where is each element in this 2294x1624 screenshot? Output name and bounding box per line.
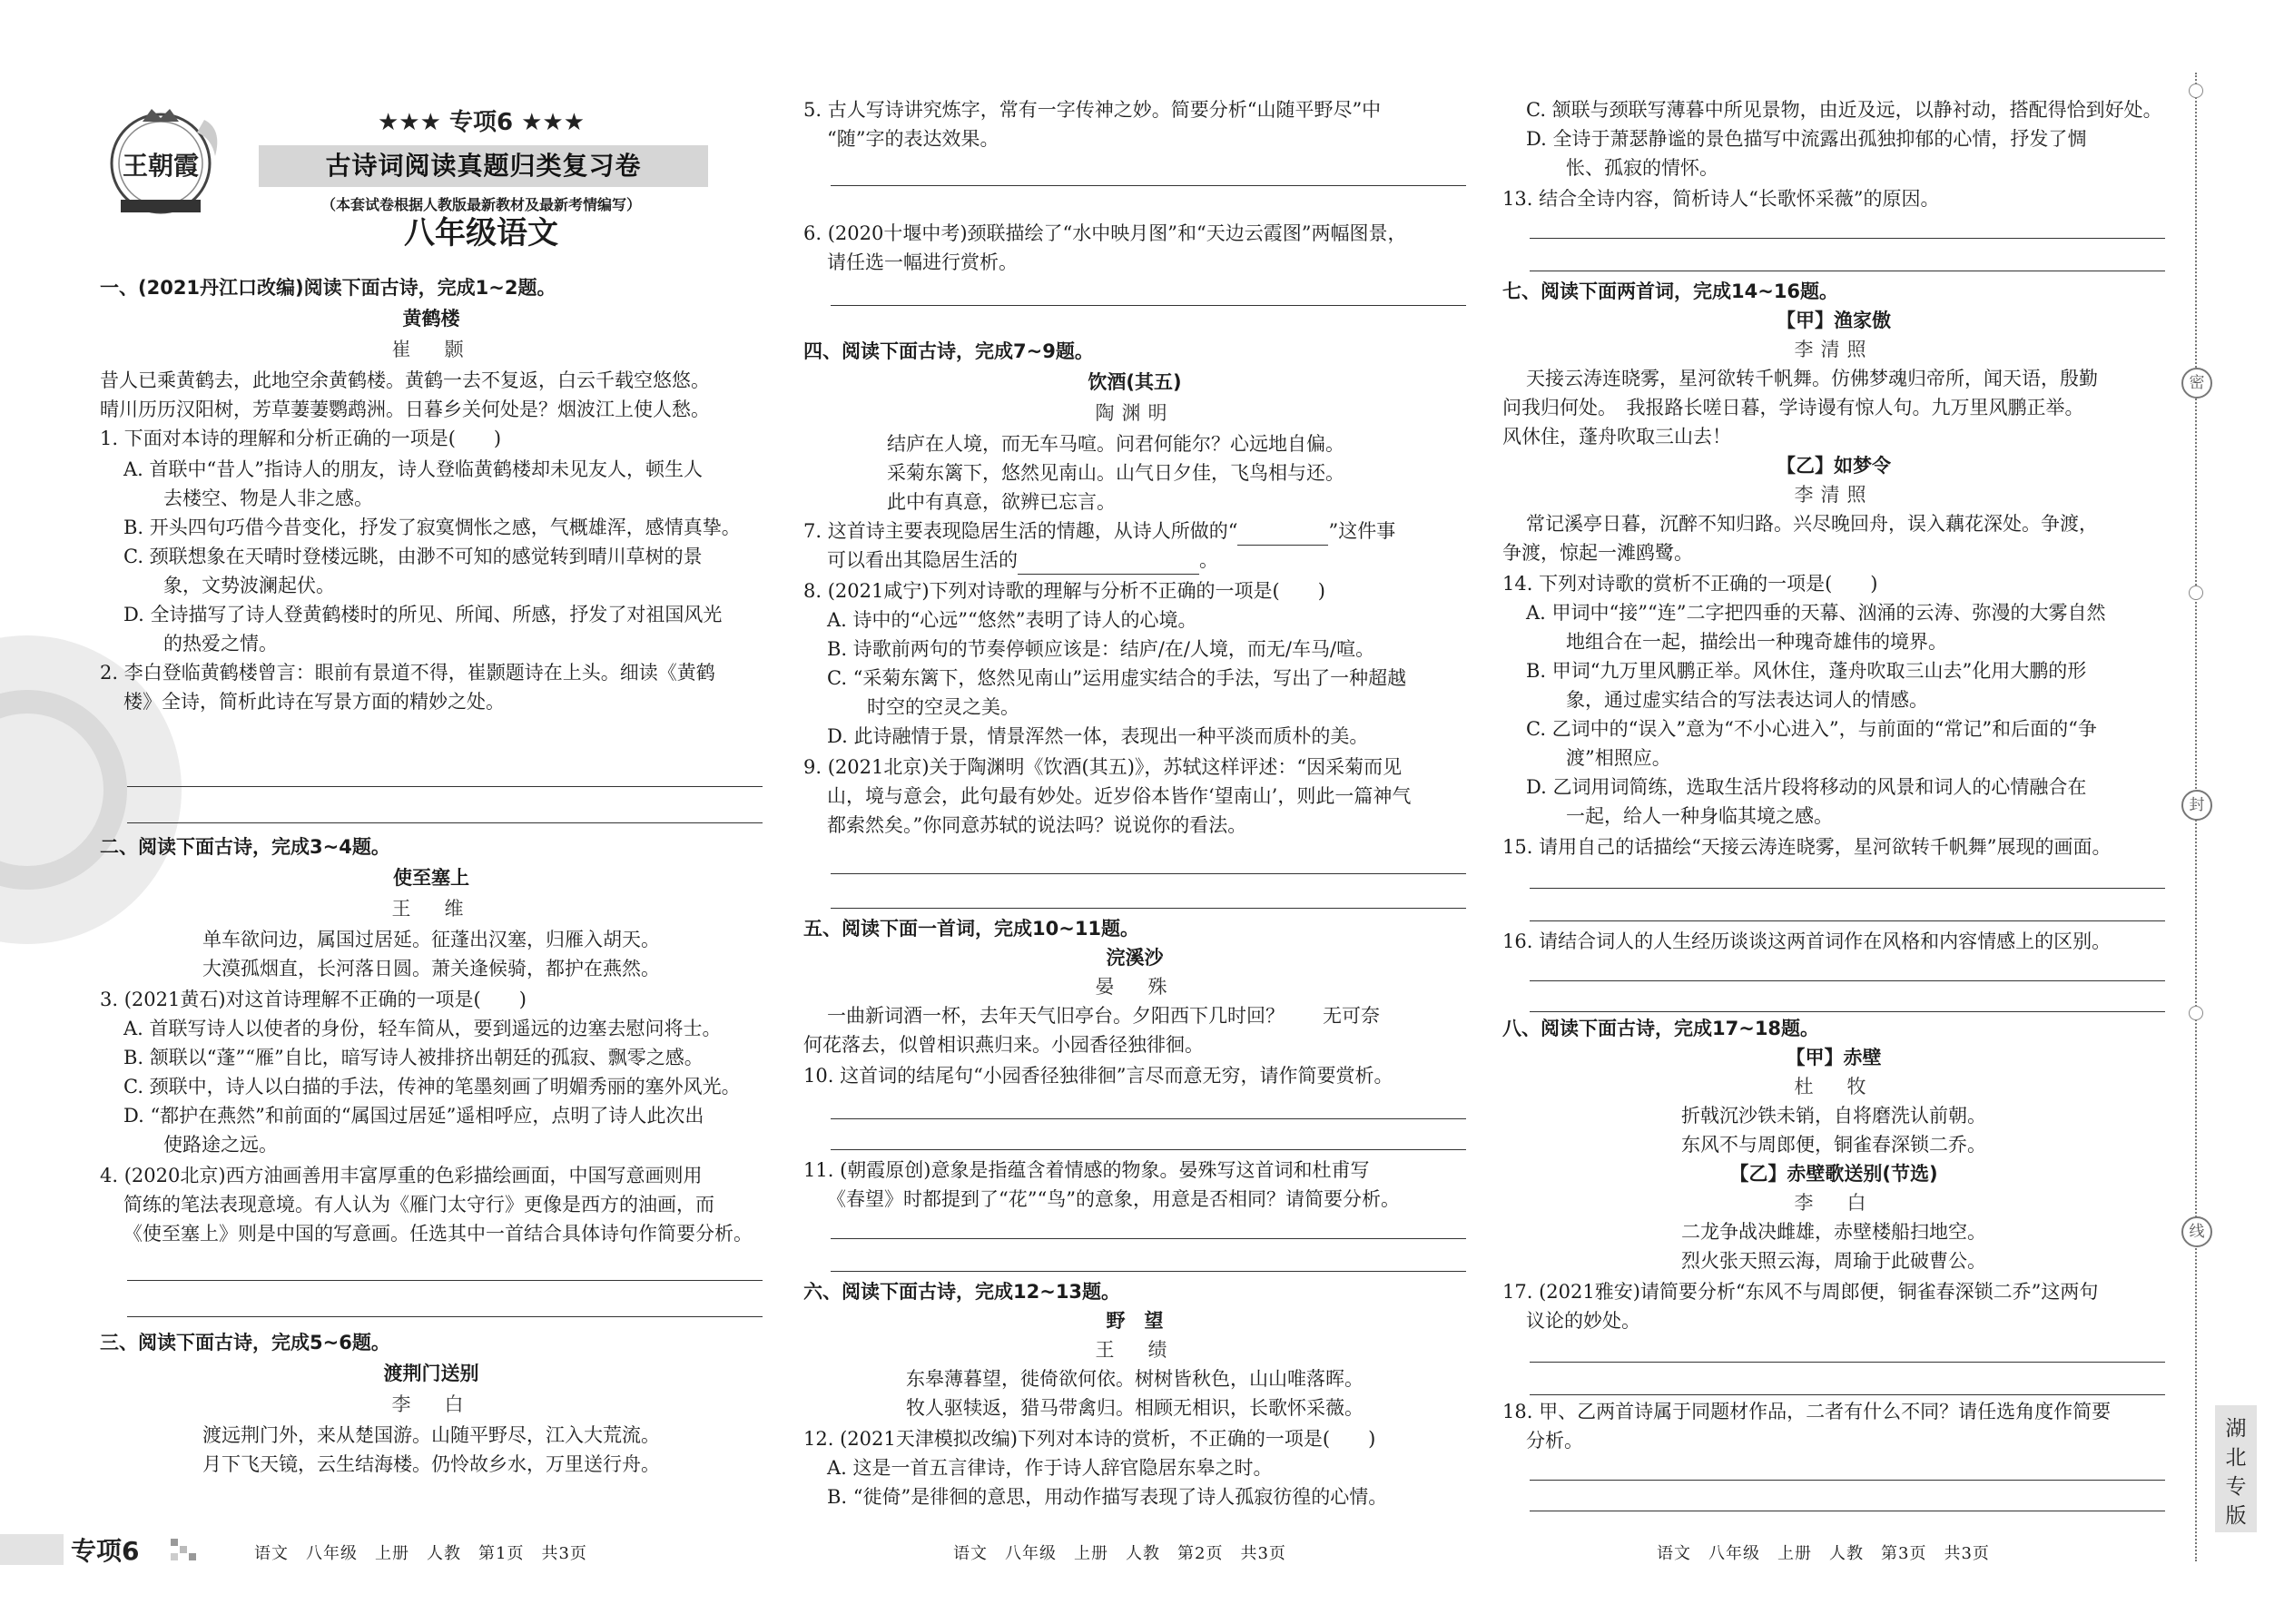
answer-line[interactable] [1530, 1480, 2165, 1481]
option-cont: 怅、孤寂的情怀。 [1566, 157, 1718, 179]
poem-author: 杜 牧 [1794, 1076, 1874, 1097]
answer-line[interactable] [831, 908, 1466, 909]
option: D. 此诗融情于景，情景浑然一体，表现出一种平淡而质朴的美。 [827, 725, 1369, 747]
option-cont: 一起，给人一种身临其境之感。 [1566, 805, 1833, 827]
footer-topic-tag: 专项6 [71, 1536, 140, 1566]
poem-author: 崔 颢 [391, 339, 471, 360]
poem-title: 黄鹤楼 [402, 308, 460, 330]
option: B. 开头四句巧借今昔变化，抒发了寂寞惆怅之感，气概雄浑，感情真挚。 [123, 517, 741, 538]
poem-line: 折戟沉沙铁未销，自将磨洗认前朝。 [1681, 1105, 1986, 1127]
fill-blank[interactable] [1018, 546, 1199, 575]
option-cont: 象，文势波澜起伏。 [163, 575, 335, 596]
poem-author: 李 白 [391, 1393, 471, 1415]
section-heading: 四、阅读下面古诗，完成7~9题。 [803, 340, 1094, 362]
poem-line: 大漠孤烟直，长河落日圆。萧关逢候骑，都护在燕然。 [202, 958, 660, 979]
question-cont: 山，境与意会，此句最有妙处。近岁俗本皆作‘望南山’，则此一篇神气 [827, 785, 1412, 807]
question: 10. 这首词的结尾句“小园香径独徘徊”言尽而意无穷，请作简要赏析。 [803, 1065, 1393, 1087]
question: 5. 古人写诗讲究炼字，常有一字传神之妙。简要分析“山随平野尽”中 [803, 99, 1382, 121]
poem-line: 风休住，蓬舟吹取三山去！ [1502, 426, 1731, 448]
option: D. 乙词用词简练，选取生活片段将移动的风景和词人的心情融合在 [1526, 776, 2087, 798]
poem-line: 此中有真意，欲辨已忘言。 [887, 491, 1116, 513]
subject-title: 八年级语文 [404, 215, 558, 251]
punch-hole [2189, 586, 2203, 600]
option-cont: 去楼空、物是人非之感。 [163, 487, 373, 509]
answer-line[interactable] [1530, 1011, 2165, 1012]
option: D. 全诗描写了诗人登黄鹤楼时的所见、所闻、所感，抒发了对祖国风光 [123, 604, 723, 625]
page-footer-2: 语文 八年级 上册 人教 第2页 共3页 [953, 1544, 1286, 1563]
question: 17. (2021雅安)请简要分析“东风不与周郎便，铜雀春深锁二乔”这两句 [1502, 1281, 2099, 1303]
question-7-cont [803, 546, 1466, 575]
question: 11. (朝霞原创)意象是指蕴含着情感的物象。晏殊写这首词和杜甫写 [803, 1159, 1370, 1181]
seal-mark: 封 [2181, 790, 2212, 821]
question-cont: 都索然矣。”你同意苏轼的说法吗？说说你的看法。 [827, 814, 1247, 836]
poem-title: 【乙】赤壁歌送别(节选) [1729, 1163, 1938, 1185]
section-heading: 七、阅读下面两首词，完成14~16题。 [1502, 281, 1839, 302]
poem-title: 浣溪沙 [1106, 947, 1164, 969]
edition-badge: 湖 北 专 版 [2225, 1417, 2247, 1528]
footer-corner-block [0, 1534, 64, 1565]
option: B. 诗歌前两句的节奏停顿应该是：结庐/在/人境，而无/车马/喧。 [827, 638, 1375, 660]
punch-hole [2189, 1006, 2203, 1020]
footer-dots [171, 1539, 198, 1560]
question: 18. 甲、乙两首诗属于同题材作品，二者有什么不同？请任选角度作简要 [1502, 1401, 2112, 1422]
question-cont: 请任选一幅进行赏析。 [827, 251, 1018, 273]
question-cont: 分析。 [1526, 1430, 1583, 1452]
poem-author: 李清照 [1794, 484, 1874, 506]
question-text: 7. 这首诗主要表现隐居生活的情趣，从诗人所做的“ [803, 520, 1238, 542]
question-text: 可以看出其隐居生活的 [827, 549, 1018, 571]
option: C. 颈联想象在天晴时登楼远眺，由渺不可知的感觉转到晴川草树的景 [123, 546, 703, 567]
answer-line[interactable] [1530, 1394, 2165, 1395]
poem-author: 陶渊明 [1095, 402, 1175, 424]
question: 1. 下面对本诗的理解和分析正确的一项是( ) [100, 428, 502, 449]
logo-text: 王朝霞 [122, 151, 200, 181]
option: C. 乙词中的“误入”意为“不小心进入”，与前面的“常记”和后面的“争 [1526, 718, 2097, 740]
poem-line: 争渡，惊起一滩鸥鹭。 [1502, 542, 1693, 564]
option: C. 颈联中，诗人以白描的手法，传神的笔墨刻画了明媚秀丽的塞外风光。 [123, 1076, 741, 1097]
seal-mark: 线 [2181, 1216, 2212, 1247]
option: A. 甲词中“接”“连”二字把四垂的天幕、汹涌的云涛、弥漫的大雾自然 [1526, 602, 2106, 624]
section-heading: 八、阅读下面古诗，完成17~18题。 [1502, 1018, 1820, 1039]
answer-line[interactable] [831, 305, 1466, 306]
poem-author: 王 绩 [1095, 1339, 1175, 1361]
option: B. 甲词“九万里风鹏正举。风休住，蓬舟吹取三山去”化用大鹏的形 [1526, 660, 2087, 682]
answer-line[interactable] [127, 786, 763, 787]
option: C. 颔联与颈联写薄暮中所见景物，由近及远，以静衬动，搭配得恰到好处。 [1526, 99, 2162, 121]
answer-line[interactable] [831, 1149, 1466, 1150]
option-cont: 地组合在一起，描绘出一种瑰奇雄伟的境界。 [1566, 631, 1947, 653]
answer-line[interactable] [1530, 238, 2165, 239]
question-cont: 楼》全诗，简析此诗在写景方面的精妙之处。 [123, 691, 505, 713]
question: 12. (2021天津模拟改编)下列对本诗的赏析，不正确的一项是( ) [803, 1428, 1376, 1450]
option-cont: 象，通过虚实结合的写法表达词人的情感。 [1566, 689, 1928, 711]
question: 14. 下列对诗歌的赏析不正确的一项是( ) [1502, 573, 1878, 595]
punch-hole [2189, 84, 2203, 98]
question: 16. 请结合词人的人生经历谈谈这两首词作在风格和内容情感上的区别。 [1502, 930, 2112, 952]
answer-line[interactable] [127, 1280, 763, 1281]
page-column-3 [1502, 0, 2165, 1624]
option-cont: 的热爱之情。 [163, 633, 278, 655]
poem-line: 采菊东篱下，悠然见南山。山气日夕佳，飞鸟相与还。 [887, 462, 1344, 484]
option: A. 首联中“昔人”指诗人的朋友，诗人登临黄鹤楼却未见友人，顿生人 [123, 458, 703, 480]
question-cont: 议论的妙处。 [1526, 1310, 1640, 1332]
question-text: 。 [1199, 549, 1218, 571]
poem-line: 何花落去，似曾相识燕归来。小园香径独徘徊。 [803, 1034, 1204, 1056]
page-column-2 [803, 0, 1466, 1624]
poem-line: 东风不与周郎便，铜雀春深锁二乔。 [1681, 1134, 1986, 1156]
poem-author: 晏 殊 [1095, 976, 1175, 998]
option-cont: 渡”相照应。 [1566, 747, 1671, 769]
answer-line[interactable] [1530, 1362, 2165, 1363]
answer-line[interactable] [1530, 888, 2165, 889]
poem-line: 烈火张天照云海，周瑜于此破曹公。 [1681, 1250, 1986, 1272]
answer-line[interactable] [831, 1238, 1466, 1239]
answer-line[interactable] [1530, 980, 2165, 981]
poem-title: 【甲】赤壁 [1786, 1047, 1882, 1068]
section-heading: 六、阅读下面古诗，完成12~13题。 [803, 1281, 1121, 1303]
poem-line: 一曲新词酒一杯，去年天气旧亭台。夕阳西下几时回？ 无可奈 [827, 1005, 1380, 1027]
poem-line: 昔人已乘黄鹤去，此地空余黄鹤楼。黄鹤一去不复返，白云千载空悠悠。 [100, 369, 710, 391]
option: C. “采菊东篱下，悠然见南山”运用虚实结合的手法，写出了一种超越 [827, 667, 1407, 689]
question: 3. (2021黄石)对这首诗理解不正确的一项是( ) [100, 989, 527, 1010]
poem-line: 天接云涛连晓雾，星河欲转千帆舞。仿佛梦魂归帝所，闻天语，殷勤 [1526, 368, 2098, 389]
poem-line: 单车欲问边，属国过居延。征蓬出汉塞，归雁入胡天。 [202, 929, 660, 950]
option-cont: 时空的空灵之美。 [867, 696, 1019, 718]
paper-title: 古诗词阅读真题归类复习卷 [325, 151, 642, 181]
section-heading: 二、阅读下面古诗，完成3~4题。 [100, 836, 390, 858]
question: 9. (2021北京)关于陶渊明《饮酒(其五)》，苏轼这样评述：“因采菊而见 [803, 756, 1403, 778]
answer-line[interactable] [127, 822, 763, 823]
page-column-1 [100, 0, 763, 1624]
poem-line: 月下飞天镜，云生结海楼。仍怜故乡水，万里送行舟。 [202, 1453, 660, 1475]
fill-blank[interactable] [1237, 517, 1328, 546]
option-cont: 使路途之远。 [163, 1134, 278, 1156]
question-cont: 《春望》时都提到了“花”“鸟”的意象，用意是否相同？请简要分析。 [827, 1188, 1400, 1210]
poem-line: 常记溪亭日暮，沉醉不知归路。兴尽晚回舟，误入藕花深处。争渡， [1526, 513, 2098, 535]
poem-line: 渡远荆门外，来从楚国游。山随平野尽，江入大荒流。 [202, 1424, 660, 1446]
answer-line[interactable] [831, 1271, 1466, 1272]
option: B. “徙倚”是徘徊的意思，用动作描写表现了诗人孤寂彷徨的心情。 [827, 1486, 1388, 1508]
answer-line[interactable] [831, 185, 1466, 186]
question-7 [803, 517, 1466, 546]
section-heading: 三、阅读下面古诗，完成5~6题。 [100, 1332, 390, 1353]
poem-title: 【乙】如梦令 [1777, 455, 1891, 477]
section-heading: 五、阅读下面一首词，完成10~11题。 [803, 918, 1140, 940]
poem-line: 问我归何处。 我报路长嗟日暮，学诗谩有惊人句。九万里风鹏正举。 [1502, 397, 2084, 418]
option: A. 首联写诗人以使者的身份，轻车简从，要到遥远的边塞去慰问将士。 [123, 1018, 722, 1039]
poem-line: 二龙争战决雌雄，赤壁楼船扫地空。 [1681, 1221, 1986, 1243]
poem-author: 王 维 [391, 898, 471, 920]
seal-mark: 密 [2181, 368, 2212, 399]
poem-line: 晴川历历汉阳树，芳草萋萋鹦鹉洲。日暮乡关何处是？烟波江上使人愁。 [100, 399, 710, 420]
page-footer-1: 语文 八年级 上册 人教 第1页 共3页 [254, 1544, 587, 1563]
special-topic-tag: ★★★ 专项6 ★★★ [377, 109, 586, 136]
question: 6. (2020十堰中考)颈联描绘了“水中映月图”和“天边云霞图”两幅图景， [803, 222, 1407, 244]
option: A. 这是一首五言律诗，作于诗人辞官隐居东皋之时。 [827, 1457, 1273, 1479]
option: D. “都护在燕然”和前面的“属国过居延”遥相呼应，点明了诗人此次出 [123, 1105, 704, 1127]
poem-line: 结庐在人境，而无车马喧。问君何能尔？心远地自偏。 [887, 433, 1344, 455]
section-heading: 一、(2021丹江口改编)阅读下面古诗，完成1~2题。 [100, 277, 556, 299]
edition-note: （本套试卷根据人教版最新教材及最新考情编写） [320, 196, 641, 213]
option: A. 诗中的“心远”“悠然”表明了诗人的心境。 [827, 609, 1197, 631]
answer-line[interactable] [127, 1316, 763, 1317]
poem-title: 饮酒(其五) [1088, 371, 1182, 393]
option: D. 全诗于萧瑟静谧的景色描写中流露出孤独抑郁的心情，抒发了惆 [1526, 128, 2087, 150]
poem-title: 使至塞上 [393, 867, 469, 889]
question: 13. 结合全诗内容，简析诗人“长歌怀采薇”的原因。 [1502, 188, 1940, 210]
page-footer-3: 语文 八年级 上册 人教 第3页 共3页 [1657, 1544, 1990, 1563]
question: 2. 李白登临黄鹤楼曾言：眼前有景道不得，崔颢题诗在上头。细读《黄鹤 [100, 662, 715, 684]
poem-line: 牧人驱犊返，猎马带禽归。相顾无相识，长歌怀采薇。 [906, 1397, 1364, 1419]
answer-line[interactable] [831, 1118, 1466, 1119]
poem-author: 李清照 [1794, 339, 1874, 360]
question-cont: “随”字的表达效果。 [827, 128, 999, 150]
poem-line: 东皋薄暮望，徙倚欲何依。树树皆秋色，山山唯落晖。 [906, 1368, 1364, 1390]
answer-line[interactable] [831, 873, 1466, 874]
answer-line[interactable] [1530, 920, 2165, 921]
question-cont: 简练的笔法表现意境。有人认为《雁门太守行》更像是西方的油画，而 [123, 1194, 714, 1216]
poem-title: 渡荆门送别 [383, 1363, 479, 1384]
poem-title: 野 望 [1106, 1310, 1164, 1332]
poem-author: 李 白 [1794, 1192, 1874, 1214]
question-cont: 《使至塞上》则是中国的写意画。任选其中一首结合具体诗句作简要分析。 [123, 1223, 753, 1245]
poem-title: 【甲】渔家傲 [1777, 310, 1891, 331]
question-text: ”这件事 [1328, 520, 1396, 542]
question: 4. (2020北京)西方油画善用丰富厚重的色彩描绘画面，中国写意画则用 [100, 1165, 703, 1186]
question: 15. 请用自己的话描绘“天接云涛连晓雾，星河欲转千帆舞”展现的画面。 [1502, 836, 2112, 858]
option: B. 颔联以“蓬”“雁”自比，暗写诗人被排挤出朝廷的孤寂、飘零之感。 [123, 1047, 704, 1068]
question: 8. (2021咸宁)下列对诗歌的理解与分析不正确的一项是( ) [803, 580, 1325, 602]
